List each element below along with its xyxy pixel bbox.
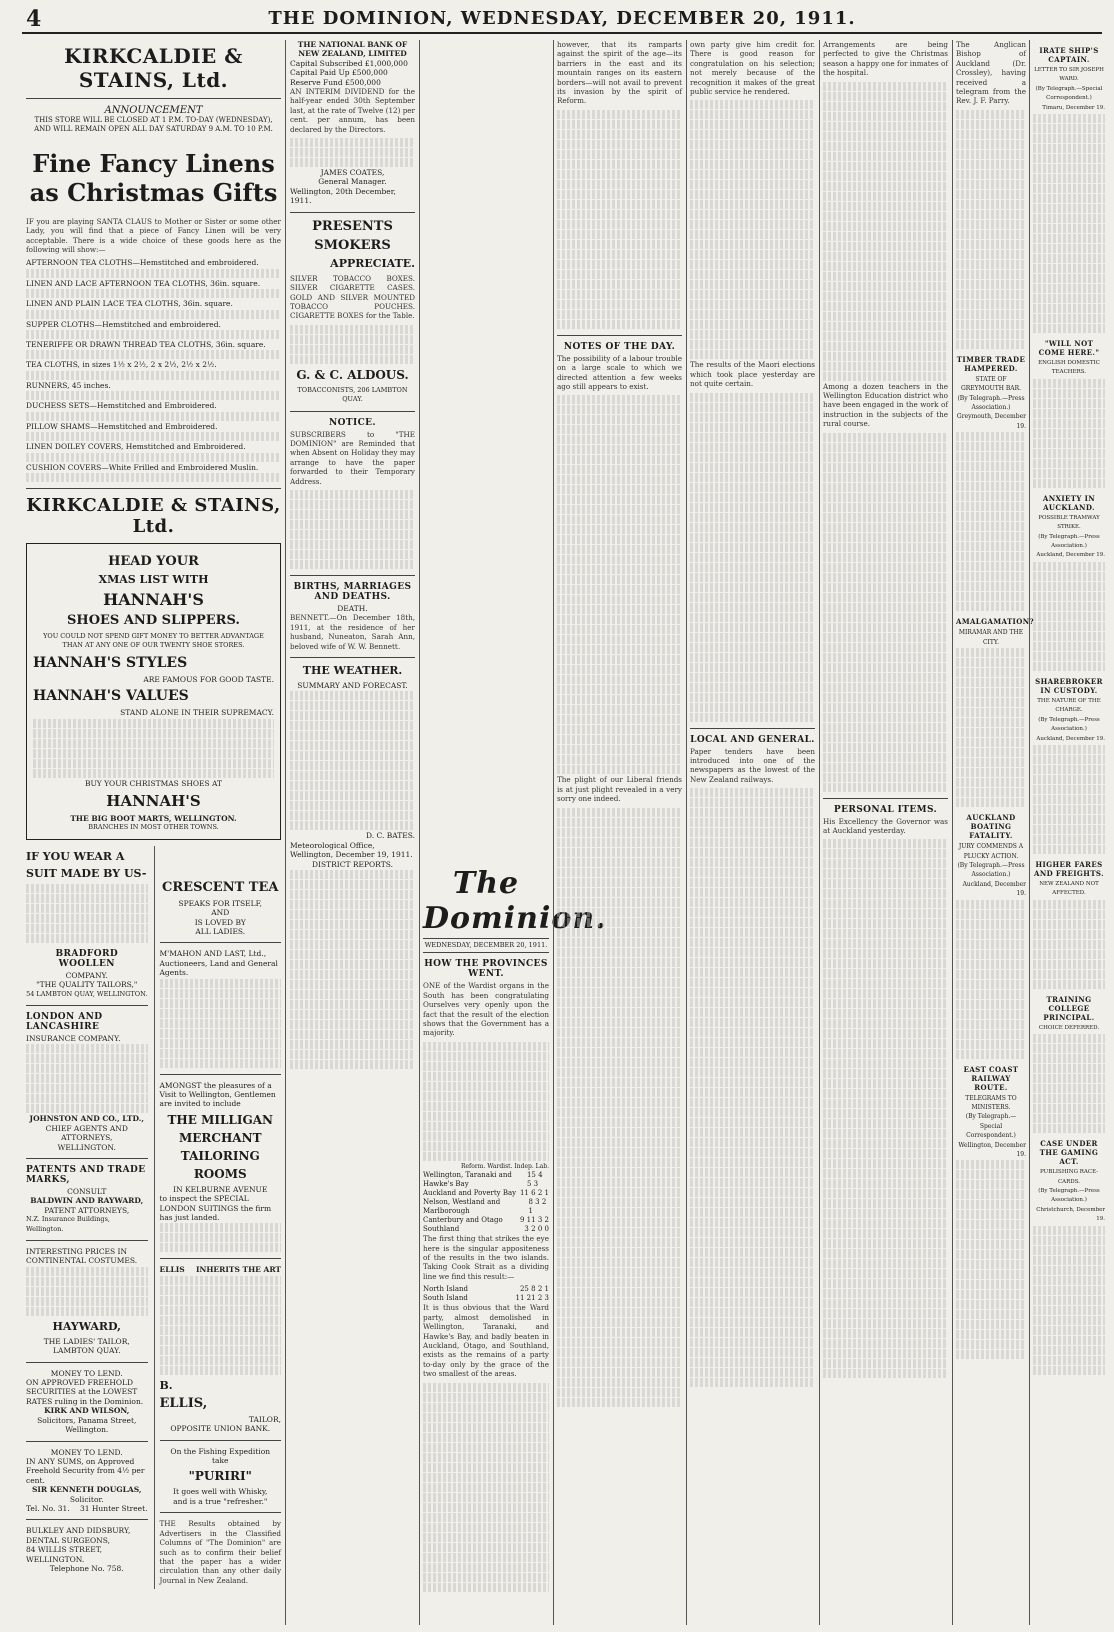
table-row: North Island 25 8 2 1 (423, 1285, 549, 1294)
article-heading: NOTES OF THE DAY. (563, 341, 676, 352)
ad-line: BRANCHES IN MOST OTHER TOWNS. (88, 823, 219, 832)
advertiser-name: KIRKCALDIE & STAINS, Ltd. (26, 494, 281, 537)
linen-item: TENERIFFE OR DRAWN THREAD TEA CLOTHS, 36in. square. (26, 340, 266, 350)
ad-line: TELEGRAMS TO MINISTERS. (965, 1094, 1017, 1111)
ad-line: BULKLEY AND DIDSBURY, DENTAL SURGEONS, (26, 1526, 131, 1545)
ad-line: AMONGST the pleasures of a Visit to Wellington, Gentlemen are invited to include (159, 1080, 276, 1109)
ad-line: HANNAH'S VALUES (33, 688, 189, 705)
ad-line: LONDON AND LANCASHIRE (26, 1011, 103, 1032)
page-title: THE DOMINION, WEDNESDAY, DECEMBER 20, 1911. (268, 8, 856, 29)
ad-line: HANNAH'S (103, 589, 204, 609)
ad-line: SMOKERS (314, 237, 391, 253)
ad-line: It goes well with Whisky, (173, 1487, 268, 1497)
ad-line: (By Telegraph.—Press Association.) (957, 861, 1025, 879)
ad-line: HANNAH'S (106, 791, 201, 810)
ad-line: (By Telegraph.—Press Association.) (1038, 716, 1100, 733)
ad-line: CRESCENT TEA (162, 879, 279, 895)
section-heading: BIRTHS, MARRIAGES AND DEATHS. (293, 581, 412, 602)
ad-line: PATENTS AND TRADE MARKS, (26, 1165, 146, 1185)
ad-line: Timaru, December 19. (1042, 104, 1105, 111)
ad-line: ARE FAMOUS FOR GOOD TASTE. (143, 674, 274, 684)
article-paragraph: The first thing that strikes the eye here is the singular appositeness of the results in the two islands. Taking Cook Strait as a dividing line we find this result:— (423, 1234, 549, 1281)
ad-line: Telephone No. 758. (49, 1563, 124, 1573)
ad-line: MONEY TO LEND. (50, 1368, 123, 1378)
ad-line: Capital Paid Up £500,000 (290, 68, 388, 78)
ad-line: CONTINENTAL COSTUMES. (26, 1256, 138, 1266)
classified-notice: THE Results obtained by Advertisers in the Classified Columns of "The Dominion" are such as to confirm their belief that the paper has a wider circulation than any other daily Journal in New Zealand. (159, 1519, 281, 1585)
ad-line: Auckland, December 19. (1036, 735, 1105, 742)
ad-line: N.Z. Insurance Buildings, Wellington. (26, 1215, 110, 1233)
article-heading: HOW THE PROVINCES WENT. (424, 959, 548, 980)
ad-line: SUIT MADE BY US- (26, 866, 147, 880)
advertiser-name: KIRKCALDIE & STAINS, Ltd. (64, 44, 243, 92)
ad-line: THE NATIONAL BANK OF NEW ZEALAND, LIMITED (297, 40, 408, 59)
ad-line: MERCHANT (179, 1130, 262, 1145)
column-2 (290, 40, 415, 1625)
linen-item: TEA CLOTHS, in sizes 1½ x 2½, 2 x 2½, 2½ x 2½. (26, 360, 217, 370)
column-3 (423, 40, 607, 1625)
ad-line: Tel. No. 31. (26, 1503, 70, 1513)
ad-line: ELLIS, (159, 1395, 208, 1411)
ad-line: ELLIS (159, 1265, 185, 1275)
ad-line: JAMES COATES, (320, 168, 385, 178)
ad-line: G. & C. ALDOUS. (296, 367, 409, 382)
ad-line: ON APPROVED FREEHOLD SECURITIES at the LOWEST RATES ruling in the Dominion. (26, 1378, 144, 1406)
article-heading: "WILL NOT COME HERE." (1038, 339, 1100, 358)
ad-line: IN ANY SUMS, on Approved Freehold Security from 4½ per cent. (26, 1456, 145, 1485)
ad-line: TAILORING (180, 1148, 260, 1163)
ad-line: BENNETT.—On December 18th, 1911, at the residence of her husband, Nuneaton, Sarah Ann, beloved wife of W. W. Bennett. (290, 613, 415, 651)
ad-line: HAYWARD, (52, 1319, 122, 1333)
article-paragraph: It is thus obvious that the Ward party, almost demolished in Wellington, Taranaki, and Hawke's Bay, and badly beaten in Auckland, Otago, and Southland, exists as the remains of a party to-day only by the grace of the two smallest of the areas. (423, 1303, 549, 1379)
ad-intro: IF you are playing SANTA CLAUS to Mother or Sister or some other Lady, you will find that a piece of Fancy Linen will be very acceptable. There is a wide choice of these goods here as the following will show:— (26, 216, 281, 255)
ad-line: and is a true "refresher." (173, 1496, 268, 1506)
table-row: South Island 11 21 2 3 (423, 1294, 549, 1303)
ad-line: NEW ZEALAND NOT AFFECTED. (1039, 880, 1099, 897)
ad-line: STAND ALONE IN THEIR SUPREMACY. (120, 708, 274, 718)
ad-line: Solicitor. (69, 1494, 104, 1504)
ad-line: CONSULT (67, 1187, 107, 1196)
ad-line: ENGLISH DOMESTIC TEACHERS. (1038, 360, 1100, 376)
article-paragraph: Among a dozen teachers in the Wellington Education district who have been engaged in the work of instruction in the subjects of the rural course. (823, 381, 948, 429)
ad-line: Meteorological Office, Wellington, December 19, 1911. (290, 840, 413, 860)
table-row: Auckland and Poverty Bay 11 6 2 1 (423, 1189, 549, 1198)
ad-line: INSURANCE COMPANY. (26, 1033, 121, 1043)
section-heading: THE WEATHER. (302, 664, 403, 677)
ad-line: INTERESTING PRICES IN (26, 1247, 128, 1257)
ad-line: KIRK AND WILSON, (44, 1406, 130, 1416)
ad-line: ROOMS (193, 1166, 247, 1181)
ad-line: INHERITS THE ART (195, 1265, 281, 1275)
article-heading: TRAINING COLLEGE PRINCIPAL. (1043, 994, 1095, 1022)
ad-line: SPEAKS FOR ITSELF, (178, 898, 263, 908)
edition-date: WEDNESDAY, DECEMBER 20, 1911. (423, 938, 549, 953)
ad-line: IS LOVED BY (194, 917, 246, 927)
hannahs-ad (26, 543, 281, 840)
ad-line: STATE OF GREYMOUTH BAR. (960, 375, 1022, 393)
table-header: Reform. Wardist. Indep. Lab. (460, 1162, 549, 1170)
ad-line: PUBLISHING RACE-CARDS. (1039, 1169, 1099, 1185)
ad-line: THE MILLIGAN (167, 1112, 273, 1127)
ad-line: PATENT ATTORNEYS, (44, 1205, 130, 1215)
column-8 (1033, 40, 1105, 1625)
newspaper-masthead: The Dominion. (423, 866, 607, 936)
ad-line: YOU COULD NOT SPEND GIFT MONEY TO BETTER ADVANTAGE THAN AT ANY ONE OF OUR TWENTY SHOE STORES. (43, 631, 264, 650)
column-7-content (956, 40, 1035, 1625)
article-paragraph: Paper tenders have been introduced into one of the newspapers as the lowest of the New Zealand railways. (690, 746, 815, 784)
article-paragraph: ONE of the Wardist organs in the South has been congratulating Ourselves very openly upon the fact that the result of the election shows that the Government has a majority. (423, 981, 549, 1038)
masthead-bar (22, 4, 1102, 34)
article-heading: LOCAL AND GENERAL. (690, 734, 815, 745)
ad-line: "THE QUALITY TAILORS," (36, 980, 138, 990)
article-heading: IRATE SHIP'S CAPTAIN. (1039, 46, 1099, 64)
column-1 (26, 40, 281, 1625)
article-heading: EAST COAST RAILWAY ROUTE. (963, 1064, 1019, 1092)
column-4 (557, 40, 682, 1625)
article-paragraph: The plight of our Liberal friends is at just plight revealed in a very sorry one indeed. (557, 775, 682, 804)
article-heading: AUCKLAND BOATING FATALITY. (966, 813, 1016, 841)
ad-line: SIR KENNETH DOUGLAS, (31, 1485, 142, 1495)
ad-line: MIRAMAR AND THE CITY. (958, 629, 1024, 646)
ad-line: JOHNSTON AND CO., LTD., (29, 1114, 144, 1124)
article-paragraph: own party give him credit for. There is good reason for congratulation on his selection; not merely because of the recognition it makes of the great public service he rendered. (690, 40, 815, 97)
ad-line: "PURIRI" (188, 1469, 252, 1484)
ad-line: XMAS LIST WITH (98, 572, 209, 586)
ad-line: Christchurch, December 19. (1036, 1206, 1105, 1223)
ad-line: HEAD YOUR (108, 553, 199, 569)
ad-line: Auckland, December 19. (962, 880, 1026, 898)
table-row: Wellington, Taranaki and Hawke's Bay 15 4 5 3 (423, 1171, 543, 1189)
column-5 (690, 40, 815, 1625)
article-paragraph: His Excellency the Governor was at Auckland yesterday. (823, 816, 948, 836)
ad-line: JURY COMMENDS A PLUCKY ACTION. (958, 843, 1024, 860)
ad-line: SUBSCRIBERS to "THE DOMINION" are Reminded that when Absent on Holiday they may arrange to have the paper forwarded to their Temporary Address. (290, 429, 415, 486)
article-heading: PERSONAL ITEMS. (833, 804, 938, 815)
table-row: Nelson, Westland and Marlborough 8 3 2 1 (423, 1198, 547, 1216)
article-heading: AMALGAMATION? (956, 617, 1035, 627)
ad-line: (By Telegraph.—Special Correspondent.) (1035, 85, 1103, 102)
article-paragraph: however, that its ramparts against the spirit of the age—its barriers in the east and its mountain ranges on its eastern borders—will not avail to prevent its invasion by the spirit of Reform. (557, 40, 682, 106)
ad-line: (By Telegraph.—Press Association.) (1038, 533, 1100, 550)
linen-item: PILLOW SHAMS—Hemstitched and Embroidered. (26, 421, 218, 431)
ad-line: M'MAHON AND LAST, Ltd., Auctioneers, Land and General Agents. (159, 949, 278, 978)
ad-line: TOBACCONISTS, 206 LAMBTON QUAY. (297, 385, 408, 404)
ad-line: (By Telegraph.—Press Association.) (1038, 1187, 1100, 1204)
linen-item: LINEN AND PLAIN LACE TEA CLOTHS, 36in. square. (26, 299, 233, 309)
tailor-ad (26, 846, 148, 1589)
ad-line: ALL LADIES. (195, 926, 246, 936)
ad-line: General Manager. (318, 177, 387, 187)
ad-headline: Fine Fancy Linens as Christmas Gifts (29, 148, 278, 207)
ad-line: OPPOSITE UNION BANK. (170, 1424, 271, 1434)
ad-line: MONEY TO LEND. (50, 1447, 123, 1457)
ad-line: SUMMARY AND FORECAST. (297, 681, 408, 690)
article-heading: CASE UNDER THE GAMING ACT. (1039, 1139, 1099, 1167)
linen-item: DUCHESS SETS—Hemstitched and Embroidered. (26, 401, 217, 411)
ad-line: Wellington, December 19. (958, 1141, 1026, 1158)
ad-line: (By Telegraph.—Press Association.) (957, 394, 1025, 412)
ad-line: IN KELBURNE AVENUE (173, 1184, 268, 1194)
ad-line: Capital Subscribed £1,000,000 (290, 58, 408, 68)
linen-item: AFTERNOON TEA CLOTHS—Hemstitched and embroidered. (26, 258, 259, 268)
article-heading: SHAREBROKER IN CUSTODY. (1035, 676, 1103, 695)
ad-line: Reserve Fund £500,000 (290, 77, 381, 87)
linen-list (26, 258, 281, 481)
table-row: Canterbury and Otago 9 11 3 2 (423, 1216, 549, 1225)
ad-line: AN INTERIM DIVIDEND for the half-year ended 30th September last, at the rate of Twelve (12) per cent. per annum, has been declared by the Directors. (290, 87, 415, 134)
ad-line: BALDWIN AND RAYWARD, (30, 1196, 144, 1206)
linen-item: RUNNERS, 45 inches. (26, 380, 111, 390)
announcement-label: ANNOUNCEMENT (104, 105, 203, 116)
ad-line: On the Fishing Expedition (170, 1446, 271, 1456)
page-number: 4 (26, 6, 42, 32)
ad-line: 84 WILLIS STREET, WELLINGTON. (26, 1545, 103, 1564)
ad-line: Wellington, 20th December, 1911. (290, 186, 396, 206)
ad-line: APPRECIATE. (330, 256, 415, 270)
ad-line: NOTICE. (329, 417, 376, 428)
article-heading: HIGHER FARES AND FREIGHTS. (1034, 859, 1104, 878)
ad-line: 54 LAMBTON QUAY, WELLINGTON. (26, 989, 148, 998)
ad-line: to inspect the SPECIAL LONDON SUITINGS the firm has just landed. (159, 1194, 272, 1223)
ad-line: LETTER TO SIR JOSEPH WARD. (1034, 67, 1104, 83)
article-heading: ANXIETY IN AUCKLAND. (1042, 493, 1096, 512)
ad-line: DISTRICT REPORTS. (312, 859, 393, 869)
ad-line: THE LADIES' TAILOR, (43, 1336, 130, 1346)
ad-line: TAILOR, (248, 1414, 281, 1424)
ad-line: CHIEF AGENTS AND ATTORNEYS, (45, 1123, 128, 1143)
col1-right-ads (154, 846, 282, 1589)
ad-line: D. C. BATES. (365, 831, 415, 841)
closing-notice: THIS STORE WILL BE CLOSED AT 1 P.M. TO-DAY (WEDNESDAY), AND WILL REMAIN OPEN ALL DAY SATURDAY 9 A.M. TO 10 P.M. (34, 116, 273, 134)
linen-item: CUSHION COVERS—White Frilled and Embroidered Muslin. (26, 462, 259, 472)
ad-line: Auckland, December 19. (1036, 552, 1105, 559)
results-table (423, 1171, 549, 1234)
article-paragraph: The Anglican Bishop of Auckland (Dr. Crossley), having received a telegram from the Rev. J. F. Parry. (956, 40, 1026, 106)
ad-line: DEATH. (337, 603, 368, 613)
article-heading: TIMBER TRADE HAMPERED. (956, 354, 1026, 373)
ad-line: LAMBTON QUAY. (53, 1346, 121, 1356)
ad-line: B. (159, 1378, 173, 1392)
linen-item: LINEN DOILEY COVERS, Hemstitched and Embroidered. (26, 442, 246, 452)
column-6 (823, 40, 948, 1625)
ad-line: Greymouth, December 19. (956, 413, 1026, 430)
article-paragraph: The results of the Maori elections which took place yesterday are not quite certain. (690, 360, 815, 389)
ad-line: Solicitors, Panama Street, Wellington. (37, 1415, 137, 1435)
linen-item: SUPPER CLOTHS—Hemstitched and embroidered. (26, 319, 221, 329)
article-paragraph: Arrangements are being perfected to give the Christmas season a happy one for inmates of the hospital. (823, 40, 948, 78)
linen-item: LINEN AND LACE AFTERNOON TEA CLOTHS, 36in. square. (26, 278, 261, 288)
ad-line: THE BIG BOOT MARTS, WELLINGTON. (70, 813, 237, 823)
ad-line: CHOICE DEFERRED. (1038, 1024, 1100, 1031)
ad-line: 31 Hunter Street. (79, 1503, 148, 1513)
ad-line: (By Telegraph.—Special Correspondent.) (965, 1113, 1017, 1140)
ad-line: WELLINGTON. (57, 1142, 116, 1152)
ad-line: COMPANY. (65, 970, 108, 980)
ad-line: BRADFORD WOOLLEN (55, 948, 119, 969)
ad-line: SHOES AND SLIPPERS. (67, 612, 240, 628)
ad-line: AND (211, 908, 230, 918)
table-row: Southland 3 2 0 0 (423, 1225, 549, 1234)
ad-line: THE NATURE OF THE CHARGE. (1037, 697, 1101, 714)
ad-line: take (212, 1456, 229, 1466)
ad-line: POSSIBLE TRAMWAY STRIKE. (1038, 514, 1100, 531)
ad-line: BUY YOUR CHRISTMAS SHOES AT (84, 778, 223, 788)
ad-line: SILVER TOBACCO BOXES. SILVER CIGARETTE CASES. GOLD AND SILVER MOUNTED TOBACCO POUCHES. CIGARETTE BOXES for the Table. (290, 273, 415, 321)
ad-line: HANNAH'S STYLES (33, 654, 188, 671)
ad-line: IF YOU WEAR A (26, 849, 125, 863)
article-paragraph: The possibility of a labour trouble on a large scale to which we directed attention a few weeks ago still appears to exist. (557, 353, 682, 392)
ad-line: PRESENTS (312, 218, 393, 234)
